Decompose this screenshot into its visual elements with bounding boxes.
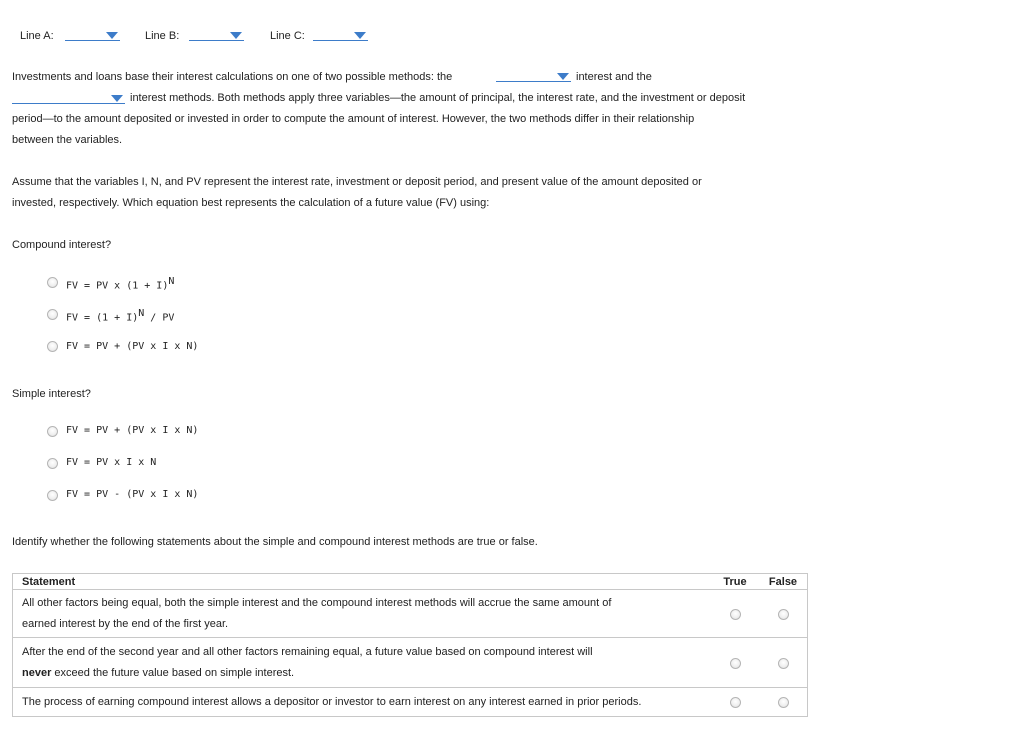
statement-line: All other factors being equal, both the simple interest and the compound interest methods will accrue the same amount of [22, 596, 612, 609]
intro-text-4: period—to the amount deposited or invested in order to compute the amount of interest. However, the two methods differ in their relationship [12, 113, 695, 125]
statement-cell [13, 590, 712, 638]
line-a-dropdown[interactable] [65, 30, 120, 41]
intro-text-1: Investments and loans base their interest calculations on one of two possible methods: the [12, 71, 453, 83]
false-radio[interactable] [778, 697, 789, 708]
chevron-down-icon [111, 95, 123, 102]
true-cell [711, 590, 759, 638]
assume-text-1: Assume that the variables I, N, and PV represent the interest rate, investment or deposit period, and present value of the amount deposited or [12, 176, 702, 188]
chevron-down-icon [354, 32, 366, 39]
simple-option-2-radio[interactable] [47, 458, 58, 469]
true-cell [711, 688, 759, 717]
statement-cell [13, 688, 712, 717]
line-b-dropdown[interactable] [189, 30, 244, 41]
compound-question: Compound interest? [12, 239, 112, 251]
true-header: True [711, 574, 759, 590]
compound-option-2-radio[interactable] [47, 309, 58, 320]
false-cell [759, 638, 808, 688]
table-header-row [13, 574, 808, 590]
true-cell [711, 638, 759, 688]
table-row [13, 688, 808, 717]
intro-text-3: interest methods. Both methods apply three variables—the amount of principal, the interest rate, and the investment or deposit [130, 92, 746, 104]
method-2-dropdown[interactable] [12, 93, 125, 104]
statement-line: never exceed the future value based on simple interest. [22, 666, 295, 679]
statement-cell [13, 638, 712, 688]
simple-option-1: FV = PV + (PV x I x N) [66, 425, 199, 436]
chevron-down-icon [230, 32, 242, 39]
intro-text-2: interest and the [576, 71, 652, 83]
chevron-down-icon [106, 32, 118, 39]
true-radio[interactable] [730, 697, 741, 708]
false-cell [759, 590, 808, 638]
intro-text-5: between the variables. [12, 134, 123, 146]
line-b-label: Line B: [145, 30, 180, 42]
statement-line: The process of earning compound interest allows a depositor or investor to earn interest on any interest earned in prior periods. [22, 695, 642, 708]
simple-option-3: FV = PV - (PV x I x N) [66, 489, 199, 500]
simple-question: Simple interest? [12, 388, 91, 400]
statement-line: After the end of the second year and all other factors remaining equal, a future value based on compound interest will [22, 645, 593, 658]
identify-instruction: Identify whether the following statements about the simple and compound interest methods are true or false. [12, 536, 538, 548]
line-c-dropdown[interactable] [313, 30, 368, 41]
emphasis-text: never [22, 666, 52, 679]
true-radio[interactable] [730, 609, 741, 620]
simple-option-2: FV = PV x I x N [66, 457, 157, 468]
line-c-label: Line C: [270, 30, 305, 42]
statement-line: earned interest by the end of the first year. [22, 617, 229, 630]
table-row [13, 638, 808, 688]
false-cell [759, 688, 808, 717]
line-a-label: Line A: [20, 30, 54, 42]
method-1-dropdown[interactable] [496, 71, 571, 82]
statement-header: Statement [13, 574, 712, 590]
false-radio[interactable] [778, 609, 789, 620]
assume-text-2: invested, respectively. Which equation best represents the calculation of a future value (FV) using: [12, 197, 490, 209]
compound-option-3: FV = PV + (PV x I x N) [66, 341, 199, 352]
table-row [13, 590, 808, 638]
false-header: False [759, 574, 808, 590]
compound-option-3-radio[interactable] [47, 341, 58, 352]
simple-option-1-radio[interactable] [47, 426, 58, 437]
chevron-down-icon [557, 73, 569, 80]
compound-option-2: FV = $(1 + I)^N$ / PV [66, 308, 175, 324]
statement-table [12, 573, 808, 717]
compound-option-1: FV = PV x $(1 + I)^N$ [66, 276, 175, 292]
compound-option-1-radio[interactable] [47, 277, 58, 288]
simple-option-3-radio[interactable] [47, 490, 58, 501]
false-radio[interactable] [778, 658, 789, 669]
true-radio[interactable] [730, 658, 741, 669]
